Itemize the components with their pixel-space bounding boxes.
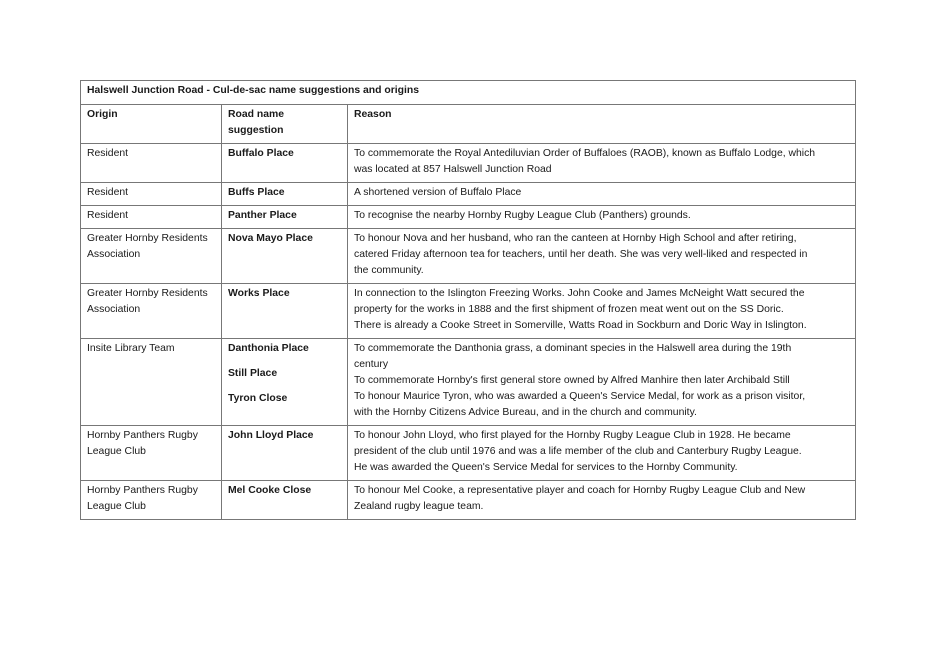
table-header-row: [81, 105, 856, 144]
origin-cell: [81, 229, 222, 284]
reason-text: catered Friday afternoon tea for teachers, until her death. She was very well-liked and respected in: [354, 249, 808, 260]
road-name-suggestion: Nova Mayo Place: [228, 233, 313, 244]
table-row: [81, 206, 856, 229]
origin-text: Greater Hornby Residents: [87, 233, 208, 244]
origin-cell: [81, 183, 222, 206]
origin-cell: [81, 144, 222, 183]
header-reason: Reason: [348, 105, 856, 144]
header-origin: Origin: [81, 105, 222, 144]
reason-text: with the Hornby Citizens Advice Bureau, and in the church and community.: [354, 407, 697, 418]
origin-text: Resident: [87, 187, 129, 198]
origin-text: Hornby Panthers Rugby: [87, 485, 198, 496]
reason-text: To honour Nova and her husband, who ran the canteen at Hornby High School and after retiring,: [354, 233, 797, 244]
reason-text: In connection to the Islington Freezing Works. John Cooke and James McNeight Watt secured the: [354, 288, 805, 299]
reason-cell: [348, 426, 856, 481]
road-name-suggestion: Works Place: [228, 288, 290, 299]
reason-cell: [348, 229, 856, 284]
reason-text: To honour Maurice Tyron, who was awarded a Queen's Service Medal, for work as a prison visitor,: [354, 391, 806, 402]
reason-text: A shortened version of Buffalo Place: [354, 187, 522, 198]
reason-cell: [348, 284, 856, 339]
reason-cell: [348, 481, 856, 520]
cul-de-sac-names-table: [80, 80, 856, 520]
reason-cell: [348, 206, 856, 229]
reason-text: the community.: [354, 265, 424, 276]
reason-text: property for the works in 1888 and the first shipment of frozen meat went out on the SS Doric.: [354, 304, 784, 315]
table-row: [81, 144, 856, 183]
origin-text: League Club: [87, 446, 146, 457]
table-row: [81, 426, 856, 481]
road-name-cell: [222, 284, 348, 339]
origin-cell: [81, 426, 222, 481]
road-name-cell: [222, 229, 348, 284]
reason-text: To commemorate Hornby's first general store owned by Alfred Manhire then later Archibald Still: [354, 375, 790, 386]
header-road-name-line1: Road name: [228, 109, 285, 120]
table-title-row: [81, 81, 856, 105]
road-name-suggestion: Still Place: [228, 368, 278, 379]
reason-text: Zealand rugby league team.: [354, 501, 484, 512]
road-name-cell: [222, 339, 348, 426]
origin-text: Association: [87, 249, 141, 260]
reason-text: To honour Mel Cooke, a representative player and coach for Hornby Rugby League Club and New: [354, 485, 806, 496]
road-name-suggestion: Tyron Close: [228, 393, 288, 404]
origin-text: Resident: [87, 148, 129, 159]
origin-cell: [81, 284, 222, 339]
road-name-suggestion: Buffalo Place: [228, 148, 294, 159]
header-road-name-line2: suggestion: [228, 125, 284, 136]
table-row: [81, 284, 856, 339]
road-name-cell: [222, 183, 348, 206]
reason-text: was located at 857 Halswell Junction Road: [354, 164, 552, 175]
reason-text: To recognise the nearby Hornby Rugby League Club (Panthers) grounds.: [354, 210, 691, 221]
header-road-name: [222, 105, 348, 144]
reason-text: He was awarded the Queen's Service Medal for services to the Hornby Community.: [354, 462, 738, 473]
origin-cell: [81, 206, 222, 229]
table-row: [81, 183, 856, 206]
reason-text: president of the club until 1976 and was a life member of the club and Canterbury Rugby League.: [354, 446, 802, 457]
reason-text: To commemorate the Danthonia grass, a dominant species in the Halswell area during the 19th: [354, 343, 792, 354]
road-name-cell: [222, 426, 348, 481]
origin-cell: [81, 481, 222, 520]
origin-text: Hornby Panthers Rugby: [87, 430, 198, 441]
table-title: Halswell Junction Road - Cul-de-sac name suggestions and origins: [81, 81, 856, 105]
reason-text: To honour John Lloyd, who first played for the Hornby Rugby League Club in 1928. He became: [354, 430, 791, 441]
reason-cell: [348, 339, 856, 426]
road-name-suggestion: Danthonia Place: [228, 343, 309, 354]
road-name-suggestion: Panther Place: [228, 210, 297, 221]
origin-text: League Club: [87, 501, 146, 512]
table-row: [81, 229, 856, 284]
origin-text: Insite Library Team: [87, 343, 175, 354]
road-name-cell: [222, 206, 348, 229]
road-name-suggestion: Buffs Place: [228, 187, 285, 198]
road-name-suggestion: Mel Cooke Close: [228, 485, 312, 496]
origin-text: Association: [87, 304, 141, 315]
road-name-cell: [222, 144, 348, 183]
table-row: [81, 481, 856, 520]
reason-text: To commemorate the Royal Antediluvian Order of Buffaloes (RAOB), known as Buffalo Lodge, which: [354, 148, 816, 159]
road-name-suggestion: John Lloyd Place: [228, 430, 314, 441]
reason-text: century: [354, 359, 389, 370]
reason-cell: [348, 183, 856, 206]
reason-text: There is already a Cooke Street in Somerville, Watts Road in Sockburn and Doric Way in Islington.: [354, 320, 807, 331]
reason-cell: [348, 144, 856, 183]
road-name-cell: [222, 481, 348, 520]
origin-cell: [81, 339, 222, 426]
table-row: [81, 339, 856, 426]
origin-text: Resident: [87, 210, 129, 221]
origin-text: Greater Hornby Residents: [87, 288, 208, 299]
